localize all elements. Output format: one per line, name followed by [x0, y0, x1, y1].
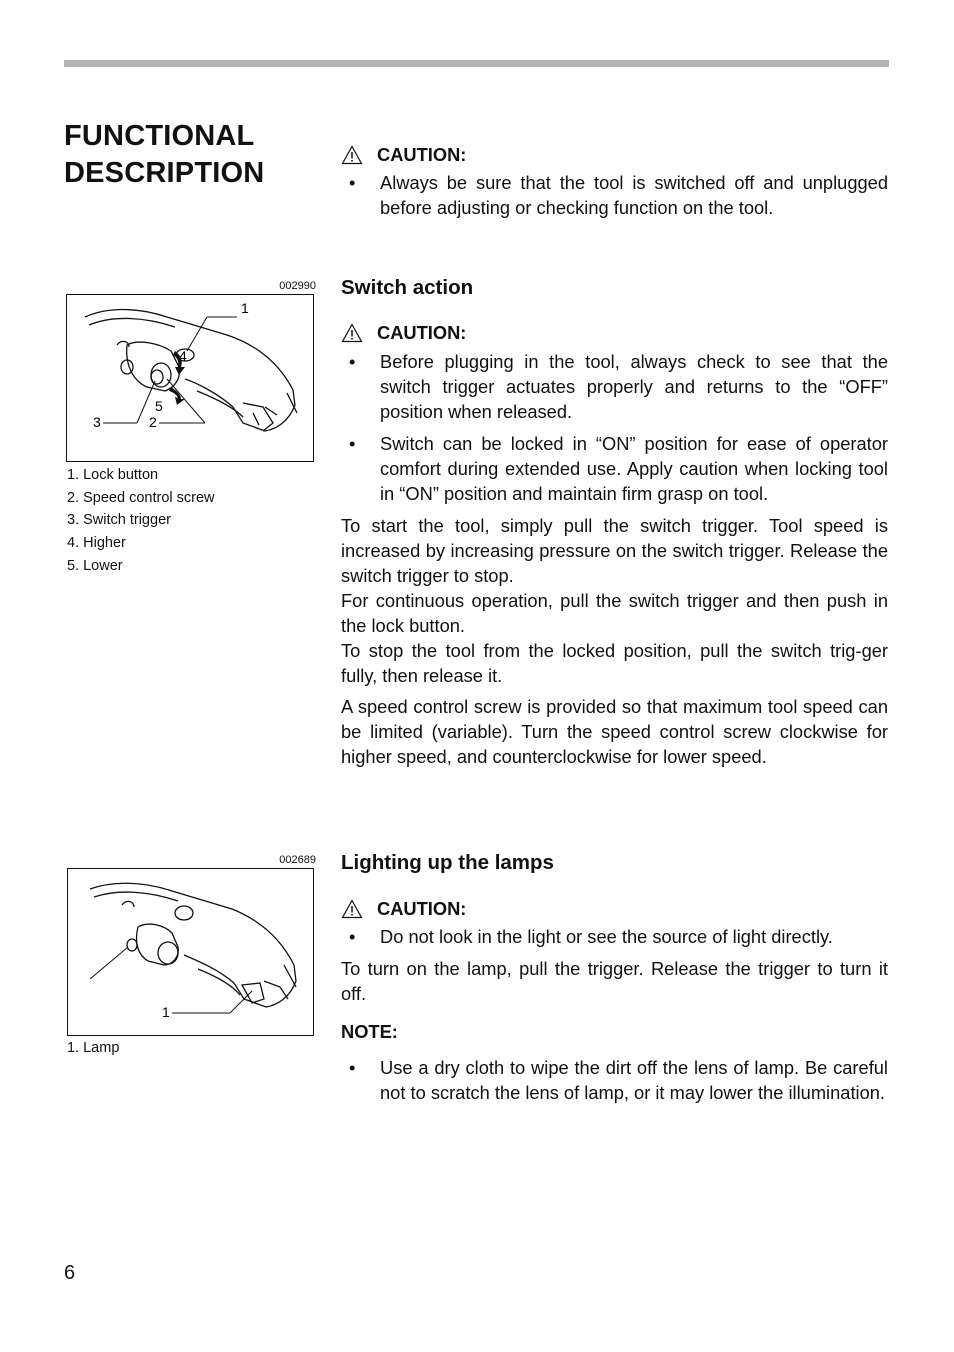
- caution-heading: [341, 896, 888, 921]
- legend-item: 5. Lower: [67, 557, 123, 574]
- legend-item: 3. Switch trigger: [67, 512, 171, 529]
- bullet-text: Always be sure that the tool is switched off and unplugged before adjusting or checking function on the tool.: [380, 172, 888, 218]
- caution-heading: [341, 142, 888, 167]
- intro-caution-block: [341, 142, 888, 220]
- legend-item: 2. Speed control screw: [67, 489, 215, 506]
- figure-code: 002689: [279, 854, 316, 866]
- figure-switch-illustration: [66, 294, 314, 462]
- list-item: [341, 170, 888, 220]
- callout-5: 5: [155, 398, 163, 414]
- bullet-text: Switch can be locked in “ON” position for ease of operator comfort during extended use. Apply caution when locking tool in “ON” position and maintain firm grasp on tool.: [380, 433, 888, 504]
- figure-switch-legend: [64, 464, 316, 578]
- list-item: [341, 349, 888, 424]
- figure-switch: [64, 280, 316, 578]
- page-title-line-1: FUNCTIONAL: [64, 120, 255, 152]
- list-item: [341, 1055, 888, 1105]
- bullet-glyph: •: [349, 433, 356, 454]
- caution-label: CAUTION:: [377, 898, 467, 919]
- page-number: 6: [64, 1262, 76, 1284]
- warning-triangle-icon: [341, 323, 363, 343]
- warning-triangle-icon: [341, 145, 363, 165]
- bullet-text: Before plugging in the tool, always check to see that the switch trigger actuates properly and returns to the “OFF” position when released.: [380, 351, 888, 422]
- bullet-text: Do not look in the light or see the source of light directly.: [380, 926, 833, 947]
- list-item: [341, 924, 888, 949]
- switch-action-section: [341, 275, 888, 769]
- page-title: [64, 118, 324, 192]
- figure-lamp-legend: [64, 1037, 316, 1060]
- figure-code: 002990: [279, 280, 316, 292]
- top-rule: [64, 60, 889, 67]
- figure-lamp-illustration: [67, 868, 314, 1036]
- bullet-glyph: •: [349, 926, 356, 947]
- page-title-line-2: DESCRIPTION: [64, 157, 265, 189]
- lamps-bullet-list: [341, 924, 888, 949]
- caution-label: CAUTION:: [377, 322, 467, 343]
- callout-4: 4: [179, 348, 187, 364]
- legend-item: 1. Lock button: [67, 467, 159, 483]
- caution-heading: [341, 320, 888, 345]
- callout-3: 3: [93, 414, 101, 430]
- figure-lamp: [64, 854, 316, 1060]
- bullet-glyph: •: [349, 172, 356, 193]
- legend-item: 1. Lamp: [67, 1040, 120, 1056]
- lamps-section: [341, 850, 888, 1105]
- callout-2: 2: [149, 414, 157, 430]
- body-paragraph: A speed control screw is provided so that maximum tool speed can be limited (variable). Turn the speed control screw clockwise for higher speed, and counterclockwise for lower speed.: [341, 696, 888, 767]
- body-paragraph: To stop the tool from the locked position, pull the switch trig-ger fully, then release it.: [341, 640, 888, 686]
- drill-switch-drawing: [67, 295, 313, 461]
- note-bullet-list: [341, 1055, 888, 1105]
- caution-label: CAUTION:: [377, 144, 467, 165]
- section-heading-switch-action: Switch action: [341, 276, 474, 299]
- list-item: [341, 431, 888, 506]
- body-paragraph: To start the tool, simply pull the switch trigger. Tool speed is increased by increasing pressure on the switch trigger. Release the switch trigger to stop.: [341, 515, 888, 586]
- callout-1: 1: [241, 300, 249, 316]
- bullet-glyph: •: [349, 351, 356, 372]
- switch-action-bullet-list: [341, 349, 888, 506]
- bullet-text: Use a dry cloth to wipe the dirt off the lens of lamp. Be careful not to scratch the lens of lamp, or it may lower the illumination.: [380, 1057, 888, 1103]
- note-label: NOTE:: [341, 1021, 398, 1042]
- legend-item: 4. Higher: [67, 535, 126, 552]
- drill-lamp-drawing: [68, 869, 313, 1035]
- body-paragraph: To turn on the lamp, pull the trigger. Release the trigger to turn it off.: [341, 958, 888, 1004]
- section-heading-lamps: Lighting up the lamps: [341, 851, 554, 874]
- warning-triangle-icon: [341, 899, 363, 919]
- bullet-glyph: •: [349, 1057, 356, 1078]
- callout-1: 1: [162, 1004, 170, 1020]
- body-paragraph: For continuous operation, pull the switch trigger and then push in the lock button.: [341, 590, 888, 636]
- intro-bullet-list: [341, 170, 888, 220]
